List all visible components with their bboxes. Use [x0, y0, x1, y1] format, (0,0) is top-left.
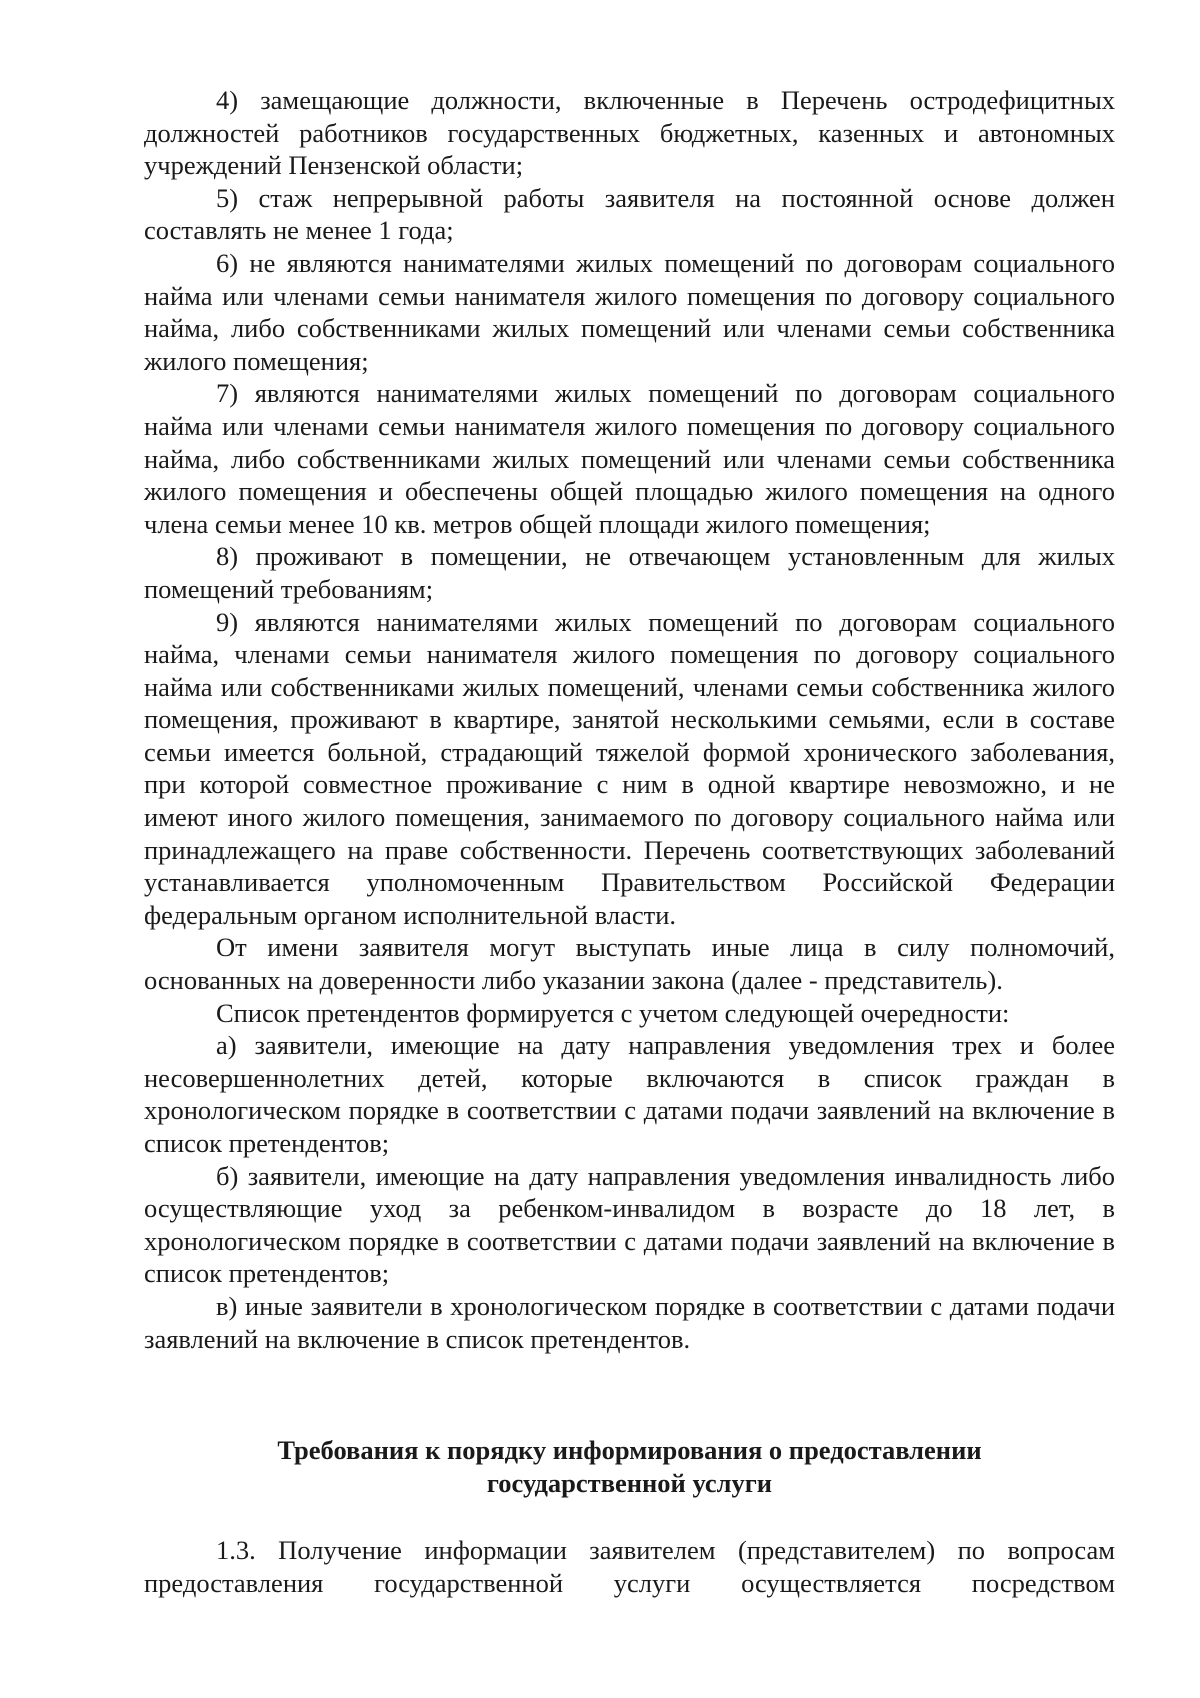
- paragraph-item-9: 9) являются нанимателями жилых помещений по договорам социального найма, членами семьи нанимателя жилого помещения по договору социального найма или собственниками жилых помещений, членами семьи собственника жилого помещения, проживают в квартире, занятой несколькими семьями, если в составе семьи имеется больной, страдающий тяжелой формой хронического заболевания, при которой совместное проживание с ним в одной квартире невозможно, и не имеют иного жилого помещения, занимаемого по договору социального найма или принадлежащего на праве собственности. Перечень соответствующих заболеваний устанавливается уполномоченным Правительством Российской Федерации федеральным органом исполнительной власти.: [144, 606, 1115, 930]
- section-heading-line-1: Требования к порядку информирования о предоставлении: [277, 1435, 982, 1465]
- paragraph-item-6: 6) не являются нанимателями жилых помещений по договорам социального найма или членами семьи нанимателя жилого помещения по договору социального найма, либо собственниками жилых помещений или членами семьи собственника жилого помещения;: [144, 247, 1115, 376]
- paragraph-representative: От имени заявителя могут выступать иные лица в силу полномочий, основанных на доверенности либо указании закона (далее - представитель).: [144, 932, 1115, 996]
- paragraph-item-4: 4) замещающие должности, включенные в Перечень остродефицитных должностей работников государственных бюджетных, казенных и автономных учреждений Пензенской области;: [144, 85, 1115, 181]
- paragraph-item-8: 8) проживают в помещении, не отвечающем установленным для жилых помещений требованиям;: [144, 541, 1115, 604]
- document-body: [144, 84, 1115, 1355]
- paragraph-item-a: а) заявители, имеющие на дату направления уведомления трех и более несовершеннолетних детей, которые включаются в список граждан в хронологическом порядке в соответствии с датами подачи заявлений на включение в список претендентов;: [144, 1030, 1115, 1158]
- paragraph-item-5: 5) стаж непрерывной работы заявителя на постоянной основе должен составлять не менее 1 года;: [144, 182, 1115, 246]
- paragraph-item-7: 7) являются нанимателями жилых помещений по договорам социального найма или членами семьи нанимателя жилого помещения по договору социального найма, либо собственниками жилых помещений или членами семьи собственника жилого помещения и обеспечены общей площадью жилого помещения на одного члена семьи менее 10 кв. метров общей площади жилого помещения;: [144, 378, 1115, 539]
- paragraph-item-b: б) заявители, имеющие на дату направления уведомления инвалидность либо осуществляющие уход за ребенком-инвалидом в возрасте до 18 лет, в хронологическом порядке в соответствии с датами подачи заявлений на включение в список претендентов;: [144, 1160, 1115, 1289]
- paragraph-item-v: в) иные заявители в хронологическом порядке в соответствии с датами подачи заявлений на включение в список претендентов.: [144, 1290, 1115, 1354]
- paragraph-1-3: 1.3. Получение информации заявителем (представителем) по вопросам предоставления государственной услуги осуществляется посредством: [144, 1535, 1115, 1598]
- document-continuation: [144, 1534, 1115, 1599]
- section-heading: [144, 1434, 1115, 1499]
- paragraph-list-order: Список претендентов формируется с учетом следующей очередности:: [216, 997, 1010, 1028]
- section-heading-line-2: государственной услуги: [486, 1467, 773, 1498]
